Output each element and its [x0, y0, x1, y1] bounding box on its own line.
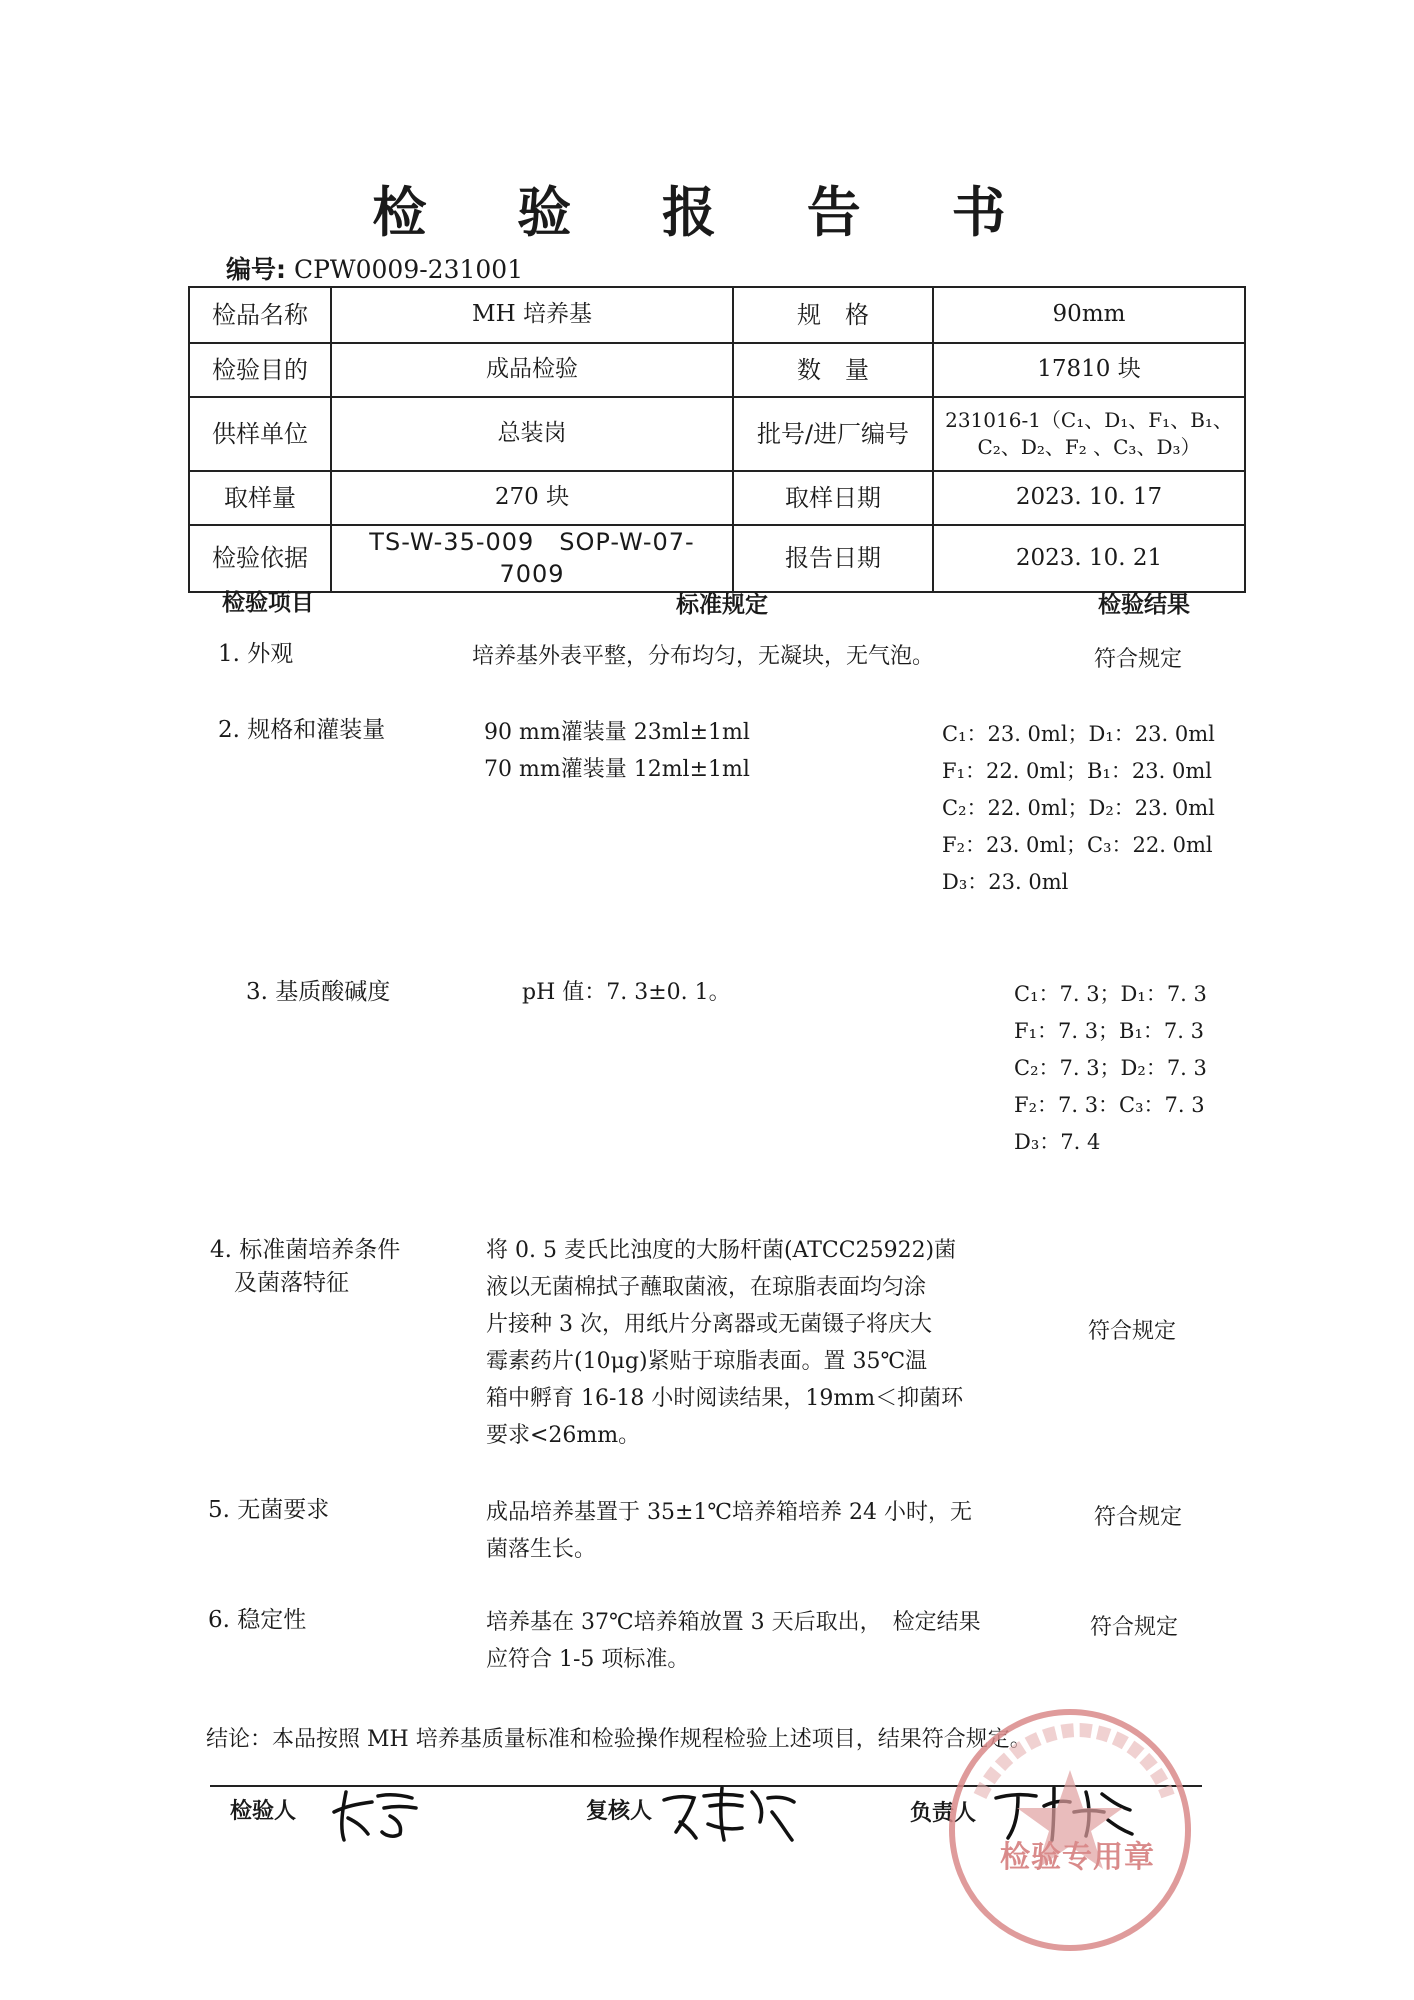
info-row-purpose — [189, 343, 1245, 397]
info-row-product — [189, 287, 1245, 343]
value-report-date: 2023. 10. 21 — [933, 525, 1245, 592]
item-2-result-line: F₂：23. 0ml；C₃：22. 0ml — [942, 833, 1213, 857]
item-5-name: 5. 无菌要求 — [208, 1497, 330, 1523]
label-spec: 规 格 — [733, 287, 933, 343]
column-standard: 标准规定 — [676, 592, 768, 618]
item-6-standard — [486, 1604, 981, 1678]
report-title: 检 验 报 告 书 — [372, 181, 1042, 244]
label-product-name: 检品名称 — [189, 287, 331, 343]
info-row-sample — [189, 471, 1245, 525]
item-2-standard-line-1: 90 mm灌装量 23ml±1ml — [484, 720, 750, 745]
item-4-standard — [486, 1232, 963, 1454]
item-2-results — [942, 716, 1215, 901]
item-6-standard-line: 培养基在 37℃培养箱放置 3 天后取出， 检定结果 — [486, 1610, 981, 1635]
item-4-standard-line: 箱中孵育 16-18 小时阅读结果，19mm＜抑菌环 — [486, 1386, 964, 1411]
value-product-name: MH 培养基 — [331, 287, 733, 343]
item-6-name: 6. 稳定性 — [208, 1607, 307, 1633]
label-supplier: 供样单位 — [189, 397, 331, 471]
value-batch — [933, 397, 1245, 471]
item-5-result: 符合规定 — [1094, 1505, 1183, 1530]
info-table — [188, 286, 1246, 593]
item-6-standard-line: 应符合 1-5 项标准。 — [486, 1647, 690, 1672]
inspection-stamp — [940, 1700, 1200, 1960]
value-purpose: 成品检验 — [331, 343, 733, 397]
label-report-date: 报告日期 — [733, 525, 933, 592]
item-4-standard-line: 要求<26mm。 — [486, 1423, 641, 1448]
item-4-standard-line: 片接种 3 次，用纸片分离器或无菌镊子将庆大 — [486, 1312, 932, 1337]
item-2-standard — [484, 714, 750, 788]
value-quantity: 17810 块 — [933, 343, 1245, 397]
info-row-supplier — [189, 397, 1245, 471]
batch-line-2: C₂、D₂、F₂ 、C₃、D₃） — [977, 435, 1201, 459]
reviewer-signature — [660, 1782, 800, 1846]
item-4-name — [210, 1234, 400, 1300]
stamp-label: 检验专用章 — [1000, 1840, 1155, 1875]
info-row-basis — [189, 525, 1245, 592]
item-3-result-line: C₂：7. 3；D₂：7. 3 — [1014, 1056, 1207, 1080]
column-result: 检验结果 — [1098, 592, 1190, 618]
item-4-result: 符合规定 — [1088, 1319, 1177, 1344]
item-4-standard-line: 液以无菌棉拭子蘸取菌液，在琼脂表面均匀涂 — [486, 1275, 927, 1300]
item-5-standard-line: 菌落生长。 — [486, 1537, 597, 1562]
item-3-name: 3. 基质酸碱度 — [246, 979, 391, 1005]
item-5-standard — [486, 1494, 972, 1568]
reviewer-label: 复核人 — [586, 1799, 653, 1824]
conclusion: 结论：本品按照 MH 培养基质量标准和检验操作规程检验上述项目，结果符合规定。 — [206, 1727, 1032, 1752]
item-6-result: 符合规定 — [1090, 1615, 1179, 1640]
label-quantity: 数 量 — [733, 343, 933, 397]
item-3-result-line: F₂：7. 3：C₃：7. 3 — [1014, 1093, 1205, 1117]
item-2-result-line: C₂：22. 0ml；D₂：23. 0ml — [942, 796, 1215, 820]
item-3-standard: pH 值：7. 3±0. 1。 — [522, 980, 731, 1005]
item-5-standard-line: 成品培养基置于 35±1℃培养箱培养 24 小时，无 — [486, 1500, 973, 1525]
value-sample-qty: 270 块 — [331, 471, 733, 525]
item-3-result-line: D₃：7. 4 — [1014, 1130, 1101, 1154]
item-3-result-line: F₁：7. 3；B₁：7. 3 — [1014, 1019, 1204, 1043]
item-1-standard: 培养基外表平整，分布均匀，无凝块，无气泡。 — [472, 644, 935, 669]
batch-line-1: 231016-1（C₁、D₁、F₁、B₁、 — [945, 408, 1233, 432]
item-1-name: 1. 外观 — [218, 641, 294, 667]
item-2-result-line: C₁：23. 0ml；D₁：23. 0ml — [942, 722, 1215, 746]
item-2-standard-line-2: 70 mm灌装量 12ml±1ml — [484, 757, 750, 782]
document-number-label: 编号: — [226, 255, 286, 284]
label-batch: 批号/进厂编号 — [733, 397, 933, 471]
column-item: 检验项目 — [222, 590, 314, 616]
item-4-name-line-2: 及菌落特征 — [234, 1270, 349, 1296]
label-sample-qty: 取样量 — [189, 471, 331, 525]
item-1-result: 符合规定 — [1094, 647, 1183, 672]
item-3-results — [1014, 976, 1207, 1161]
item-3-result-line: C₁：7. 3；D₁：7. 3 — [1014, 982, 1207, 1006]
document-number-value: CPW0009-231001 — [293, 255, 524, 284]
responsible-label: 负责人 — [910, 1801, 977, 1826]
document-number — [226, 250, 523, 286]
item-4-standard-line: 将 0. 5 麦氏比浊度的大肠杆菌(ATCC25922)菌 — [486, 1238, 957, 1263]
item-2-result-line: D₃：23. 0ml — [942, 870, 1069, 894]
item-4-standard-line: 霉素药片(10μg)紧贴于琼脂表面。置 35℃温 — [486, 1349, 928, 1374]
label-sample-date: 取样日期 — [733, 471, 933, 525]
item-4-name-line-1: 4. 标准菌培养条件 — [210, 1237, 401, 1263]
value-sample-date: 2023. 10. 17 — [933, 471, 1245, 525]
item-2-result-line: F₁：22. 0ml；B₁：23. 0ml — [942, 759, 1212, 783]
item-2-name: 2. 规格和灌装量 — [218, 717, 386, 743]
inspector-signature — [328, 1782, 424, 1846]
value-spec: 90mm — [933, 287, 1245, 343]
value-supplier: 总装岗 — [331, 397, 733, 471]
value-basis: TS-W-35-009 SOP-W-07-7009 — [331, 525, 733, 592]
label-basis: 检验依据 — [189, 525, 331, 592]
inspector-label: 检验人 — [230, 1799, 297, 1824]
label-purpose: 检验目的 — [189, 343, 331, 397]
